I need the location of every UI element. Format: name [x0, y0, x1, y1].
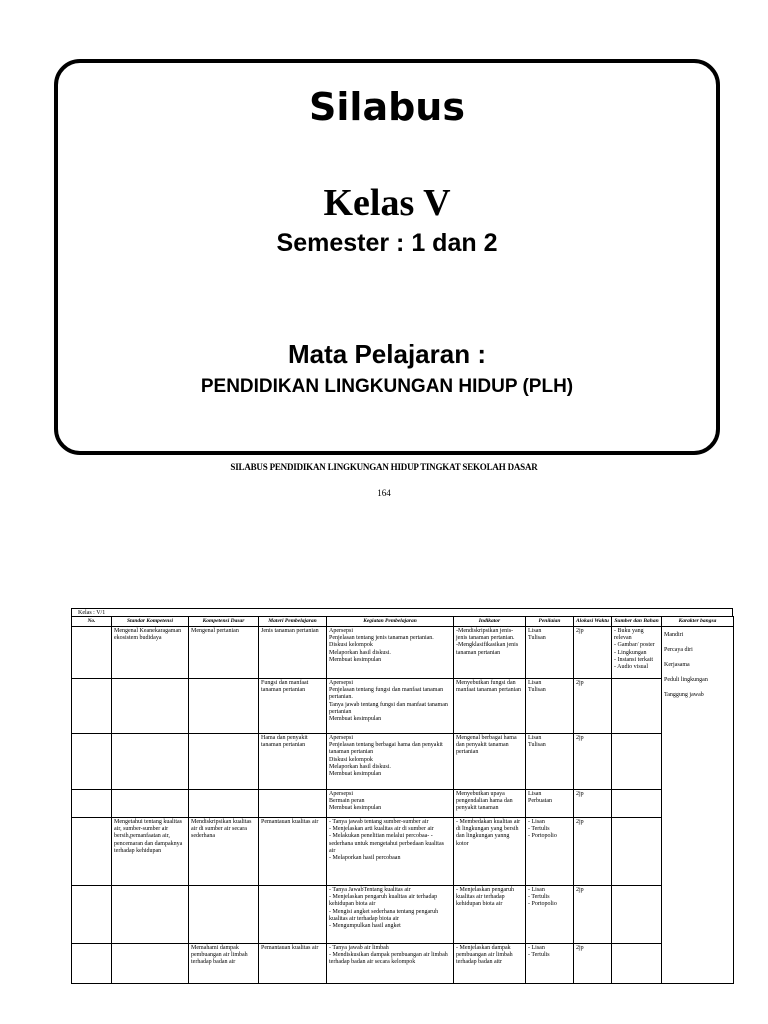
cell-no: [72, 818, 112, 886]
cell-no: [72, 886, 112, 944]
cell-kegiatan: - Tanya jawab tentang sumber-sumber air - Menjelaskan arti kualitas air di sumber air - Melakukan penelitian melalui percobaa- -sederhana untuk mengetahui perbedaan kualitas air - Melaporkan hasil percobaan: [327, 818, 454, 886]
cell-no: [72, 679, 112, 734]
cell-materi: Jenis tanaman pertanian: [259, 627, 327, 679]
cell-sumber-bahan: - Buku yang relevan - Gambar/ poster - Lingkungan - Instansi terkait - Audio visual: [612, 627, 662, 679]
cell-sumber-bahan: [612, 886, 662, 944]
cell-alokasi-waktu: 2jp: [574, 734, 612, 790]
cell-standar-kompetensi: [112, 886, 189, 944]
cell-indikator: Menyebutkan upaya pengendalian hama dan penyakit tanaman: [454, 790, 526, 818]
cell-indikator: Menyebutkan fungsi dan manfaat tanaman pertanian: [454, 679, 526, 734]
cell-kompetensi-dasar: [189, 679, 259, 734]
table-row: [72, 679, 734, 734]
table-row: [72, 944, 734, 984]
cover-title: Silabus: [309, 85, 465, 129]
cell-kompetensi-dasar: [189, 790, 259, 818]
cell-alokasi-waktu: 2jp: [574, 886, 612, 944]
cell-kompetensi-dasar: Mengenal pertanian: [189, 627, 259, 679]
header-alokasi-waktu: Alokasi Waktu: [574, 617, 612, 627]
cell-kegiatan: - Tanya JawabTentang kualitas air - Menjelaskan pengaruh kualitas air terhadap kehidupan biota air - Mengisi angket sederhana tentang pengaruh kualitas air terhadap biota air - Mengumpulkan hasil angket: [327, 886, 454, 944]
cover-mapel-label: Mata Pelajaran :: [288, 339, 486, 369]
cell-sumber-bahan: [612, 944, 662, 984]
cell-alokasi-waktu: 2jp: [574, 679, 612, 734]
karakter-item: Kerjasama: [664, 662, 690, 668]
cell-sumber-bahan: [612, 818, 662, 886]
cell-kegiatan: - Tanya jawab air limbah - Mendiskusikan dampak pembuangan air limbah terhadap badan air secara kelompok: [327, 944, 454, 984]
karakter-item: Peduli lingkungan: [664, 677, 708, 683]
cell-sumber-bahan: [612, 734, 662, 790]
page-number: 164: [377, 488, 391, 498]
cell-indikator: Mengenal berbagai hama dan penyakit tanaman pertanian: [454, 734, 526, 790]
cell-kompetensi-dasar: [189, 886, 259, 944]
cell-materi: Hama dan penyakit tanaman pertanian: [259, 734, 327, 790]
table-row: [72, 886, 734, 944]
cell-standar-kompetensi: Mengenal Keanekaragaman ekosistem budidaya: [112, 627, 189, 679]
cover-box: [54, 59, 720, 455]
cell-indikator: - Menjelaskan pengaruh kualitas air terhadap kehidupan biota air: [454, 886, 526, 944]
cover-kelas: Kelas V: [323, 182, 451, 224]
table-row: [72, 818, 734, 886]
cell-alokasi-waktu: 2jp: [574, 944, 612, 984]
cell-alokasi-waktu: 2jp: [574, 790, 612, 818]
cell-standar-kompetensi: [112, 944, 189, 984]
header-no: No.: [72, 617, 112, 627]
cell-standar-kompetensi: [112, 679, 189, 734]
cell-materi: Pemantauan kualitas air: [259, 818, 327, 886]
cell-sumber-bahan: [612, 679, 662, 734]
cell-penilaian: Lisan Tulisan: [526, 734, 574, 790]
cell-penilaian: Lisan Perbuatan: [526, 790, 574, 818]
cover-subject: PENDIDIKAN LINGKUNGAN HIDUP (PLH): [200, 376, 574, 397]
cell-alokasi-waktu: 2jp: [574, 627, 612, 679]
cell-no: [72, 627, 112, 679]
header-kegiatan: Kegiatan Pembelajaran: [327, 617, 454, 627]
cell-penilaian: Lisan Tulisan: [526, 627, 574, 679]
cell-kompetensi-dasar: Mendiskripsikan kualitas air di sumber air secara sederhana: [189, 818, 259, 886]
cell-indikator: - Menjelaskan dampak pembuangan air limbah terhadap badan aitr: [454, 944, 526, 984]
cell-indikator: -Mendiskripsikan jenis-jenis tanaman pertanian. -Mengklasifikasikan jenis tanaman pertanian: [454, 627, 526, 679]
table-row: [72, 734, 734, 790]
header-karakter-bangsa: Karakter bangsa: [662, 617, 734, 627]
table-row: [72, 790, 734, 818]
header-indikator: Indikator: [454, 617, 526, 627]
cell-standar-kompetensi: [112, 790, 189, 818]
header-kompetensi-dasar: Kompetensi Dasar: [189, 617, 259, 627]
cover-semester: Semester : 1 dan 2: [276, 229, 498, 257]
header-penilaian: Penilaian: [526, 617, 574, 627]
cell-kegiatan: Apersepsi Penjelasan tentang jenis tanaman pertanian. Diskusi kelompok Melaporkan hasil diskusi. Membuat kesimpulan: [327, 627, 454, 679]
cell-materi: Pemantauan kualitas air: [259, 944, 327, 984]
syllabus-table-container: [71, 608, 733, 984]
cell-standar-kompetensi: [112, 734, 189, 790]
header-sumber-bahan: Sumber dan Bahan: [612, 617, 662, 627]
cell-no: [72, 944, 112, 984]
karakter-item: Mandiri: [664, 632, 684, 638]
cell-kegiatan: Apersepsi Bermain peran Membuat kesimpulan: [327, 790, 454, 818]
karakter-item: Percaya diri: [664, 647, 693, 653]
karakter-item: Tanggung jawab: [664, 692, 704, 698]
header-materi: Materi Pembelajaran: [259, 617, 327, 627]
cell-materi: [259, 790, 327, 818]
cell-standar-kompetensi: Mengetahui tentang kualitas air, sumber-sumber air bersih,pemanfaatan air, pencemaran dan dampaknya terhadap kehidupan: [112, 818, 189, 886]
cell-no: [72, 734, 112, 790]
syllabus-table: [71, 616, 734, 984]
table-header-row: [72, 617, 734, 627]
cell-alokasi-waktu: 2jp: [574, 818, 612, 886]
cell-sumber-bahan: [612, 790, 662, 818]
cell-materi: Fungsi dan manfaat tanaman pertanian: [259, 679, 327, 734]
cell-materi: [259, 886, 327, 944]
cell-indikator: - Membedakan kualitas air di lingkungan yang bersih dan lingkungan yanng kotor: [454, 818, 526, 886]
cell-no: [72, 790, 112, 818]
document-heading: SILABUS PENDIDIKAN LINGKUNGAN HIDUP TINGKAT SEKOLAH DASAR: [230, 462, 538, 472]
cell-penilaian: - Lisan - Tertulis - Portopolio: [526, 886, 574, 944]
table-row: [72, 627, 734, 679]
cell-kompetensi-dasar: Memahami dampak pembuangan air limbah terhadap badan air: [189, 944, 259, 984]
cell-karakter-bangsa: [662, 627, 734, 984]
cell-penilaian: - Lisan - Tertulis - Portopolio: [526, 818, 574, 886]
cell-penilaian: - Lisan - Tertulis: [526, 944, 574, 984]
cell-kompetensi-dasar: [189, 734, 259, 790]
cell-penilaian: Lisan Tulisan: [526, 679, 574, 734]
cell-kegiatan: Apersepsi Penjelasan tentang berbagai hama dan penyakit tanaman pertanian Diskusi kelompok Melaporkan hasil diskusi. Membuat kesimpulan: [327, 734, 454, 790]
cell-kegiatan: Apersepsi Penjelasan tentang fungsi dan manfaat tanaman pertanian. Tanya jawab tentang fungsi dan manfaat tanaman pertanian Membuat kesimpulan: [327, 679, 454, 734]
header-standar-kompetensi: Standar Kompetensi: [112, 617, 189, 627]
kelas-line: Kelas : V/1: [71, 608, 733, 616]
